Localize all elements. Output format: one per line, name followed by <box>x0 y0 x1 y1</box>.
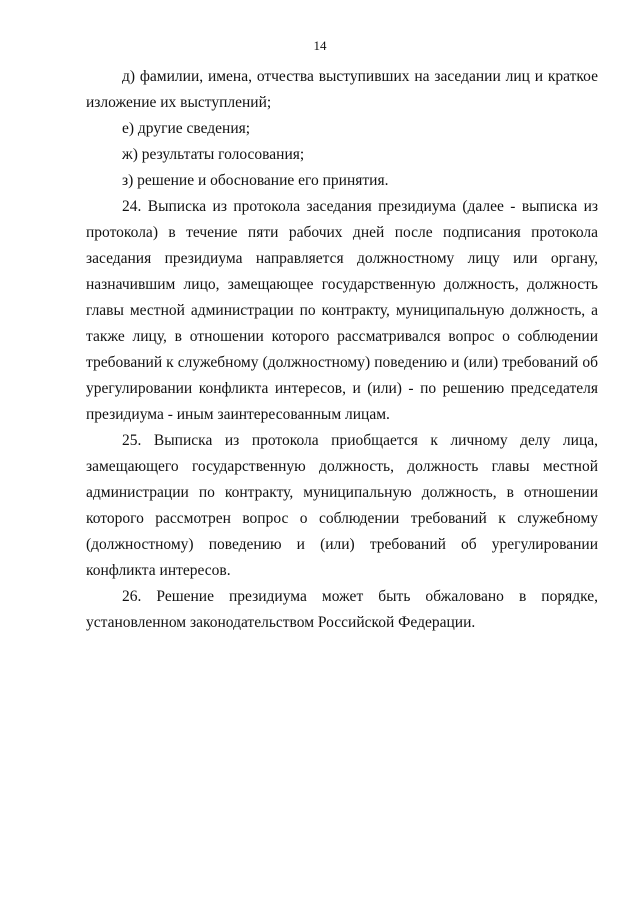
paragraph-item-z: з) решение и обоснование его принятия. <box>122 172 389 189</box>
paragraph-26: 26. Решение президиума может быть обжаловано в порядке, установленном законодательством Российской Федерации. <box>86 588 598 631</box>
paragraph-item-e: е) другие сведения; <box>122 120 251 137</box>
document-body <box>86 64 598 636</box>
paragraph-24: 24. Выписка из протокола заседания президиума (далее - выписка из протокола) в течение пяти рабочих дней после подписания протокола заседания президиума направляется должностному лицу или органу, назначившим лицо, замещающее государственную должность, должность главы местной администрации по контракту, муниципальную должность, а также лицу, в отношении которого рассматривался вопрос о соблюдении требований к служебному (должностному) поведению и (или) требований об урегулировании конфликта интересов, и (или) - по решению председателя президиума - иным заинтересованным лицам. <box>86 198 598 423</box>
paragraph-25: 25. Выписка из протокола приобщается к личному делу лица, замещающего государственную должность, должность главы местной администрации по контракту, муниципальную должность, в отношении которого рассмотрен вопрос о соблюдении требований к служебному (должностному) поведению и (или) требований об урегулировании конфликта интересов. <box>86 432 598 579</box>
paragraph-item-d: д) фамилии, имена, отчества выступивших на заседании лиц и краткое изложение их выступлений; <box>86 68 598 111</box>
paragraph-item-zh: ж) результаты голосования; <box>122 146 305 163</box>
page-number: 14 <box>313 38 327 53</box>
